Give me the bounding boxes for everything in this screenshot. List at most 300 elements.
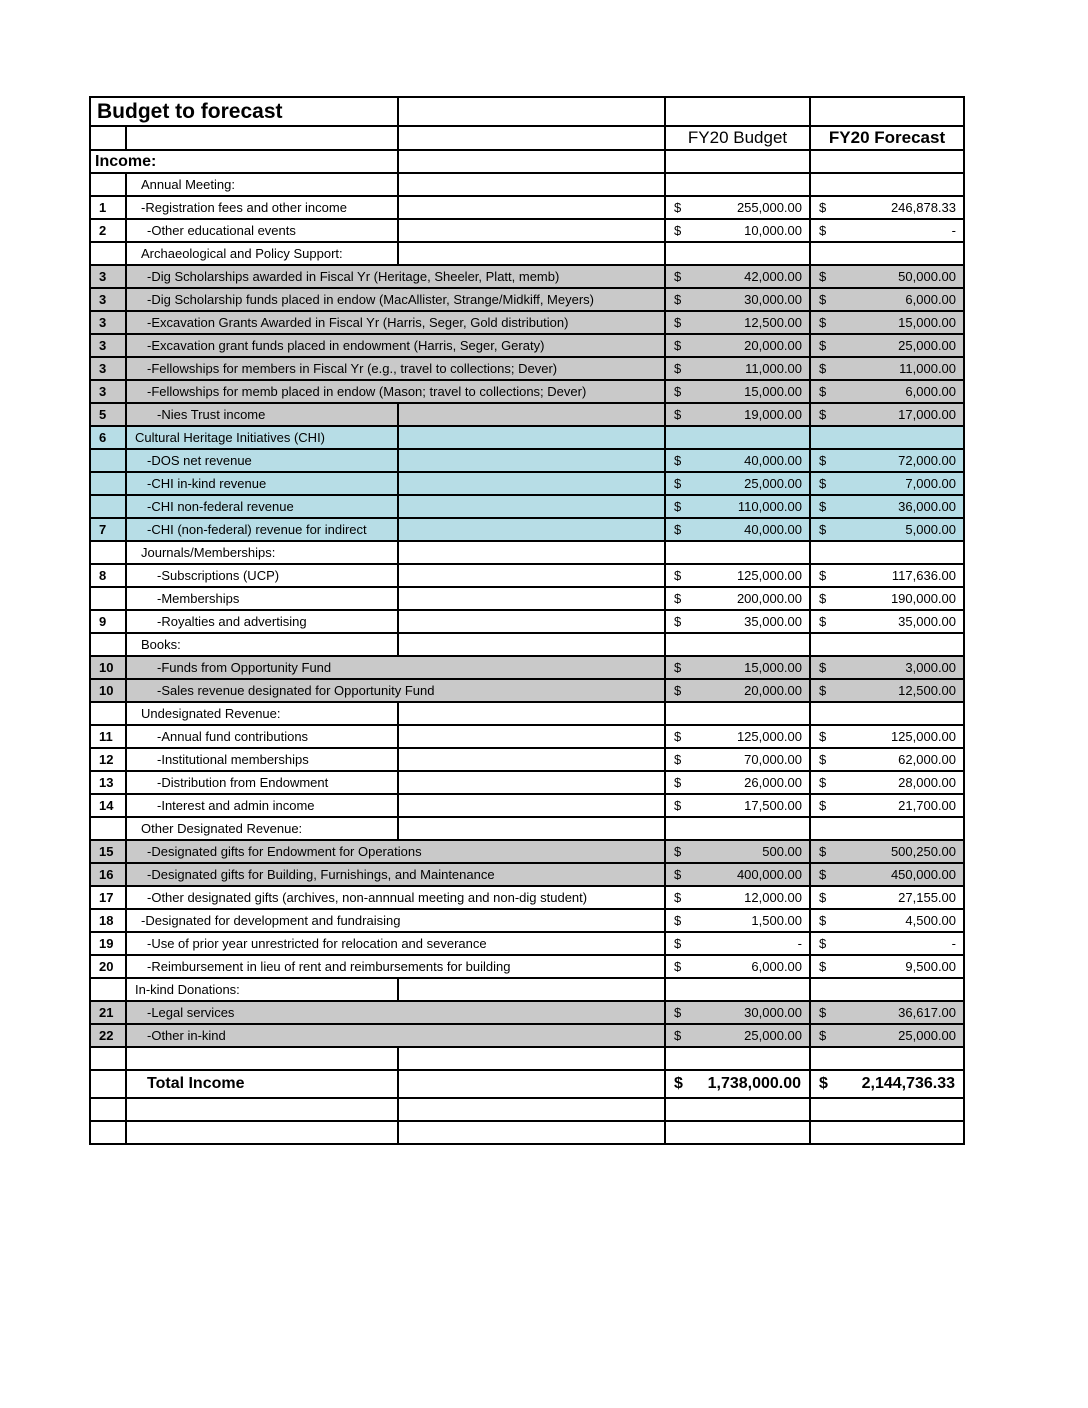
budget-cell <box>665 794 810 817</box>
currency-symbol: $ <box>819 913 827 928</box>
currency-symbol: $ <box>674 407 682 422</box>
budget-cell-amount: 15,000.00 <box>744 660 803 675</box>
forecast-cell <box>810 426 964 449</box>
currency-symbol: $ <box>819 384 827 399</box>
currency-symbol: $ <box>674 729 682 744</box>
currency-symbol: $ <box>674 936 682 951</box>
section-row <box>90 702 964 725</box>
budget-cell-amount: 42,000.00 <box>744 269 803 284</box>
item-label: -Fellowships for members in Fiscal Yr (e.g., travel to collections; Dever) <box>126 357 665 380</box>
currency-symbol: $ <box>674 1028 682 1043</box>
section-label: Other Designated Revenue: <box>126 817 398 840</box>
budget-cell-amount: 1,500.00 <box>751 913 803 928</box>
line-item-row <box>90 771 964 794</box>
line-number <box>90 449 126 472</box>
currency-symbol: $ <box>819 522 827 537</box>
budget-cell-amount: 25,000.00 <box>744 1028 803 1043</box>
currency-symbol: $ <box>819 660 827 675</box>
forecast-cell-amount: 3,000.00 <box>905 660 957 675</box>
forecast-cell <box>810 564 964 587</box>
currency-symbol: $ <box>819 200 827 215</box>
currency-symbol: $ <box>674 1005 682 1020</box>
forecast-cell <box>810 909 964 932</box>
budget-cell <box>665 909 810 932</box>
line-number: 10 <box>90 656 126 679</box>
item-label: -Use of prior year unrestricted for relocation and severance <box>126 932 665 955</box>
budget-cell <box>665 771 810 794</box>
currency-symbol: $ <box>819 568 827 583</box>
currency-symbol: $ <box>819 1075 828 1092</box>
budget-cell <box>665 518 810 541</box>
line-number: 20 <box>90 955 126 978</box>
currency-symbol: $ <box>674 890 682 905</box>
currency-symbol: $ <box>674 913 682 928</box>
line-number: 14 <box>90 794 126 817</box>
item-label: -Designated for development and fundraising <box>126 909 665 932</box>
forecast-cell-amount: 190,000.00 <box>890 591 957 606</box>
forecast-cell <box>810 1024 964 1047</box>
currency-symbol: $ <box>819 407 827 422</box>
forecast-cell-amount: 50,000.00 <box>898 269 957 284</box>
section-label: Archaeological and Policy Support: <box>126 242 398 265</box>
budget-cell-amount: 40,000.00 <box>744 522 803 537</box>
item-label: -Reimbursement in lieu of rent and reimbursements for building <box>126 955 665 978</box>
item-label: -Annual fund contributions <box>126 725 398 748</box>
budget-cell-amount: 20,000.00 <box>744 683 803 698</box>
item-label: -CHI (non-federal) revenue for indirect <box>126 518 398 541</box>
section-row <box>90 817 964 840</box>
forecast-cell <box>810 794 964 817</box>
forecast-cell-amount: 28,000.00 <box>898 775 957 790</box>
line-number <box>90 541 126 564</box>
section-row <box>90 173 964 196</box>
forecast-cell <box>810 1001 964 1024</box>
line-number: 3 <box>90 265 126 288</box>
section-label: Journals/Memberships: <box>126 541 398 564</box>
line-number: 9 <box>90 610 126 633</box>
budget-cell <box>665 587 810 610</box>
line-number: 16 <box>90 863 126 886</box>
forecast-cell <box>810 403 964 426</box>
item-label: -Dig Scholarship funds placed in endow (MacAllister, Strange/Midkiff, Meyers) <box>126 288 665 311</box>
line-item-row <box>90 932 964 955</box>
item-label: Cultural Heritage Initiatives (CHI) <box>126 426 398 449</box>
blank-row <box>90 1098 964 1121</box>
currency-symbol: $ <box>819 614 827 629</box>
line-item-row <box>90 679 964 702</box>
line-item-row <box>90 656 964 679</box>
item-label: -Subscriptions (UCP) <box>126 564 398 587</box>
forecast-cell-amount: 25,000.00 <box>898 1028 957 1043</box>
currency-symbol: $ <box>819 890 827 905</box>
budget-cell <box>665 748 810 771</box>
item-label: -Royalties and advertising <box>126 610 398 633</box>
forecast-cell-amount: 125,000.00 <box>890 729 957 744</box>
budget-cell <box>665 334 810 357</box>
line-item-row <box>90 955 964 978</box>
budget-cell-amount: 15,000.00 <box>744 384 803 399</box>
budget-cell-amount: 125,000.00 <box>736 568 803 583</box>
forecast-cell <box>810 886 964 909</box>
line-number: 22 <box>90 1024 126 1047</box>
currency-symbol: $ <box>674 683 682 698</box>
line-number: 3 <box>90 288 126 311</box>
budget-cell-amount: 26,000.00 <box>744 775 803 790</box>
budget-cell <box>665 725 810 748</box>
forecast-cell-amount: 11,000.00 <box>899 361 957 376</box>
line-item-row <box>90 518 964 541</box>
section-row <box>90 633 964 656</box>
currency-symbol: $ <box>819 292 827 307</box>
budget-cell-amount: 20,000.00 <box>744 338 803 353</box>
budget-cell <box>665 1024 810 1047</box>
currency-symbol: $ <box>674 1075 683 1092</box>
currency-symbol: $ <box>819 315 827 330</box>
total-label: Total Income <box>126 1070 398 1098</box>
line-item-row <box>90 794 964 817</box>
line-number: 13 <box>90 771 126 794</box>
forecast-cell-amount: 9,500.00 <box>905 959 957 974</box>
budget-cell <box>665 196 810 219</box>
budget-cell <box>665 311 810 334</box>
budget-cell <box>665 472 810 495</box>
line-item-row <box>90 311 964 334</box>
currency-symbol: $ <box>674 752 682 767</box>
forecast-cell-amount: 12,500.00 <box>898 683 957 698</box>
forecast-cell-amount: 7,000.00 <box>905 476 957 491</box>
line-item-row <box>90 909 964 932</box>
total-forecast-cell-amount: 2,144,736.33 <box>861 1075 956 1092</box>
line-number: 2 <box>90 219 126 242</box>
currency-symbol: $ <box>819 752 827 767</box>
budget-cell <box>665 1001 810 1024</box>
budget-cell-amount: 400,000.00 <box>736 867 803 882</box>
currency-symbol: $ <box>674 361 682 376</box>
currency-symbol: $ <box>674 798 682 813</box>
item-label: -Designated gifts for Building, Furnishings, and Maintenance <box>126 863 665 886</box>
budget-cell <box>665 403 810 426</box>
line-number: 3 <box>90 380 126 403</box>
forecast-cell-amount: 35,000.00 <box>898 614 957 629</box>
section-label: Books: <box>126 633 398 656</box>
forecast-cell-amount: 4,500.00 <box>905 913 957 928</box>
line-number: 1 <box>90 196 126 219</box>
forecast-cell <box>810 610 964 633</box>
total-row <box>90 1070 964 1098</box>
line-number: 17 <box>90 886 126 909</box>
budget-cell-amount: 12,000.00 <box>744 890 803 905</box>
currency-symbol: $ <box>819 798 827 813</box>
forecast-cell <box>810 495 964 518</box>
line-number <box>90 817 126 840</box>
currency-symbol: $ <box>674 614 682 629</box>
budget-cell <box>665 426 810 449</box>
line-item-row <box>90 495 964 518</box>
currency-symbol: $ <box>674 499 682 514</box>
currency-symbol: $ <box>674 453 682 468</box>
item-label: -Excavation grant funds placed in endowment (Harris, Seger, Geraty) <box>126 334 665 357</box>
line-item-row <box>90 610 964 633</box>
line-item-row <box>90 403 964 426</box>
line-item-row <box>90 863 964 886</box>
forecast-cell-amount: 72,000.00 <box>898 453 957 468</box>
budget-cell-amount: - <box>797 936 803 951</box>
currency-symbol: $ <box>819 476 827 491</box>
line-number: 3 <box>90 311 126 334</box>
forecast-cell <box>810 472 964 495</box>
item-label: -Other designated gifts (archives, non-annnual meeting and non-dig student) <box>126 886 665 909</box>
section-row <box>90 541 964 564</box>
line-item-row <box>90 219 964 242</box>
budget-cell-amount: 200,000.00 <box>736 591 803 606</box>
currency-symbol: $ <box>674 660 682 675</box>
forecast-cell-amount: - <box>951 223 957 238</box>
line-number: 21 <box>90 1001 126 1024</box>
budget-cell-amount: 19,000.00 <box>744 407 803 422</box>
forecast-cell <box>810 196 964 219</box>
budget-cell-amount: 6,000.00 <box>751 959 803 974</box>
forecast-cell-amount: 6,000.00 <box>905 292 957 307</box>
budget-cell-amount: 70,000.00 <box>744 752 803 767</box>
forecast-cell-amount: 5,000.00 <box>905 522 957 537</box>
budget-cell <box>665 840 810 863</box>
item-label: -Sales revenue designated for Opportunity Fund <box>126 679 665 702</box>
item-label: -Designated gifts for Endowment for Operations <box>126 840 665 863</box>
currency-symbol: $ <box>674 959 682 974</box>
currency-symbol: $ <box>674 315 682 330</box>
forecast-cell-amount: 117,636.00 <box>891 568 957 583</box>
currency-symbol: $ <box>819 338 827 353</box>
line-number: 18 <box>90 909 126 932</box>
line-item-row <box>90 725 964 748</box>
currency-symbol: $ <box>819 453 827 468</box>
budget-cell <box>665 955 810 978</box>
line-number: 12 <box>90 748 126 771</box>
line-number: 5 <box>90 403 126 426</box>
total-budget-cell-amount: 1,738,000.00 <box>707 1075 802 1092</box>
line-item-row <box>90 748 964 771</box>
budget-cell-amount: 125,000.00 <box>736 729 803 744</box>
line-item-row <box>90 426 964 449</box>
forecast-cell-amount: 36,617.00 <box>898 1005 957 1020</box>
budget-cell-amount: 500.00 <box>762 844 803 859</box>
item-label: -Excavation Grants Awarded in Fiscal Yr (Harris, Seger, Gold distribution) <box>126 311 665 334</box>
currency-symbol: $ <box>819 269 827 284</box>
forecast-cell-amount: 25,000.00 <box>898 338 957 353</box>
forecast-cell <box>810 334 964 357</box>
line-number: 3 <box>90 357 126 380</box>
budget-cell-amount: 30,000.00 <box>744 292 803 307</box>
budget-cell-amount: 35,000.00 <box>744 614 803 629</box>
line-number: 8 <box>90 564 126 587</box>
section-row <box>90 242 964 265</box>
forecast-cell-amount: 21,700.00 <box>898 798 957 813</box>
forecast-cell <box>810 518 964 541</box>
forecast-cell <box>810 863 964 886</box>
currency-symbol: $ <box>819 1005 827 1020</box>
budget-cell-amount: 25,000.00 <box>744 476 803 491</box>
item-label: -Institutional memberships <box>126 748 398 771</box>
line-item-row <box>90 357 964 380</box>
income-row <box>90 150 964 173</box>
budget-table <box>89 96 965 1145</box>
budget-cell <box>665 288 810 311</box>
budget-cell-amount: 40,000.00 <box>744 453 803 468</box>
currency-symbol: $ <box>819 729 827 744</box>
income-label: Income: <box>90 150 398 173</box>
currency-symbol: $ <box>674 384 682 399</box>
line-number <box>90 702 126 725</box>
forecast-header: FY20 Forecast <box>810 126 964 150</box>
item-label: -Other educational events <box>126 219 398 242</box>
total-forecast-cell <box>810 1070 964 1098</box>
line-item-row <box>90 288 964 311</box>
line-number <box>90 495 126 518</box>
currency-symbol: $ <box>819 361 827 376</box>
forecast-cell-amount: 27,155.00 <box>898 890 957 905</box>
item-label: -Funds from Opportunity Fund <box>126 656 665 679</box>
forecast-cell <box>810 311 964 334</box>
budget-cell <box>665 679 810 702</box>
currency-symbol: $ <box>674 269 682 284</box>
currency-symbol: $ <box>819 499 827 514</box>
currency-symbol: $ <box>674 200 682 215</box>
budget-cell <box>665 886 810 909</box>
currency-symbol: $ <box>674 591 682 606</box>
budget-cell-amount: 12,500.00 <box>744 315 803 330</box>
budget-cell <box>665 564 810 587</box>
forecast-cell <box>810 219 964 242</box>
line-number <box>90 242 126 265</box>
item-label: -Legal services <box>126 1001 665 1024</box>
currency-symbol: $ <box>674 338 682 353</box>
item-label: -Fellowships for memb placed in endow (Mason; travel to collections; Dever) <box>126 380 665 403</box>
forecast-cell <box>810 932 964 955</box>
forecast-cell <box>810 656 964 679</box>
line-item-row <box>90 1024 964 1047</box>
line-number: 6 <box>90 426 126 449</box>
budget-cell-amount: 10,000.00 <box>744 223 803 238</box>
budget-cell-amount: 11,000.00 <box>745 361 803 376</box>
line-item-row <box>90 587 964 610</box>
currency-symbol: $ <box>674 568 682 583</box>
forecast-cell-amount: 17,000.00 <box>898 407 957 422</box>
budget-cell-amount: 30,000.00 <box>744 1005 803 1020</box>
budget-cell <box>665 495 810 518</box>
item-label: -Nies Trust income <box>126 403 398 426</box>
budget-header: FY20 Budget <box>665 126 810 150</box>
item-label: -Interest and admin income <box>126 794 398 817</box>
line-number: 15 <box>90 840 126 863</box>
title-row <box>90 97 964 126</box>
line-item-row <box>90 380 964 403</box>
line-item-row <box>90 196 964 219</box>
budget-cell <box>665 357 810 380</box>
currency-symbol: $ <box>819 1028 827 1043</box>
budget-cell <box>665 219 810 242</box>
currency-symbol: $ <box>819 683 827 698</box>
forecast-cell <box>810 265 964 288</box>
line-item-row <box>90 1001 964 1024</box>
forecast-cell-amount: 246,878.33 <box>890 200 957 215</box>
section-label: In-kind Donations: <box>126 978 398 1001</box>
forecast-cell-amount: 15,000.00 <box>898 315 957 330</box>
currency-symbol: $ <box>819 936 827 951</box>
line-number <box>90 587 126 610</box>
currency-symbol: $ <box>674 476 682 491</box>
budget-cell <box>665 380 810 403</box>
currency-symbol: $ <box>819 591 827 606</box>
blank-row <box>90 1121 964 1144</box>
item-label: -Other in-kind <box>126 1024 665 1047</box>
line-item-row <box>90 449 964 472</box>
item-label: -CHI in-kind revenue <box>126 472 398 495</box>
currency-symbol: $ <box>674 775 682 790</box>
line-number <box>90 173 126 196</box>
blank-row <box>90 1047 964 1070</box>
currency-symbol: $ <box>819 223 827 238</box>
item-label: -CHI non-federal revenue <box>126 495 398 518</box>
forecast-cell <box>810 840 964 863</box>
line-item-row <box>90 886 964 909</box>
item-label: -DOS net revenue <box>126 449 398 472</box>
header-row <box>90 126 964 150</box>
total-budget-cell <box>665 1070 810 1098</box>
forecast-cell-amount: 36,000.00 <box>898 499 957 514</box>
forecast-cell <box>810 748 964 771</box>
currency-symbol: $ <box>674 844 682 859</box>
line-item-row <box>90 265 964 288</box>
forecast-cell <box>810 771 964 794</box>
line-number <box>90 633 126 656</box>
budget-cell-amount: 17,500.00 <box>744 798 803 813</box>
line-item-row <box>90 472 964 495</box>
section-label: Undesignated Revenue: <box>126 702 398 725</box>
budget-cell <box>665 265 810 288</box>
line-number <box>90 472 126 495</box>
currency-symbol: $ <box>674 292 682 307</box>
forecast-cell-amount: - <box>951 936 957 951</box>
line-number: 11 <box>90 725 126 748</box>
item-label: -Memberships <box>126 587 398 610</box>
line-number: 3 <box>90 334 126 357</box>
item-label: -Dig Scholarships awarded in Fiscal Yr (Heritage, Sheeler, Platt, memb) <box>126 265 665 288</box>
forecast-cell <box>810 380 964 403</box>
item-label: -Distribution from Endowment <box>126 771 398 794</box>
currency-symbol: $ <box>819 959 827 974</box>
budget-cell <box>665 863 810 886</box>
forecast-cell-amount: 500,250.00 <box>890 844 957 859</box>
sheet-title: Budget to forecast <box>90 97 398 126</box>
forecast-cell <box>810 449 964 472</box>
forecast-cell <box>810 587 964 610</box>
forecast-cell <box>810 288 964 311</box>
forecast-cell-amount: 62,000.00 <box>898 752 957 767</box>
budget-cell-amount: 110,000.00 <box>737 499 803 514</box>
item-label: -Registration fees and other income <box>126 196 398 219</box>
section-label: Annual Meeting: <box>126 173 398 196</box>
currency-symbol: $ <box>674 522 682 537</box>
currency-symbol: $ <box>674 223 682 238</box>
budget-cell <box>665 449 810 472</box>
line-number: 10 <box>90 679 126 702</box>
currency-symbol: $ <box>819 775 827 790</box>
line-number: 19 <box>90 932 126 955</box>
budget-cell <box>665 656 810 679</box>
currency-symbol: $ <box>819 844 827 859</box>
line-item-row <box>90 334 964 357</box>
line-number <box>90 978 126 1001</box>
